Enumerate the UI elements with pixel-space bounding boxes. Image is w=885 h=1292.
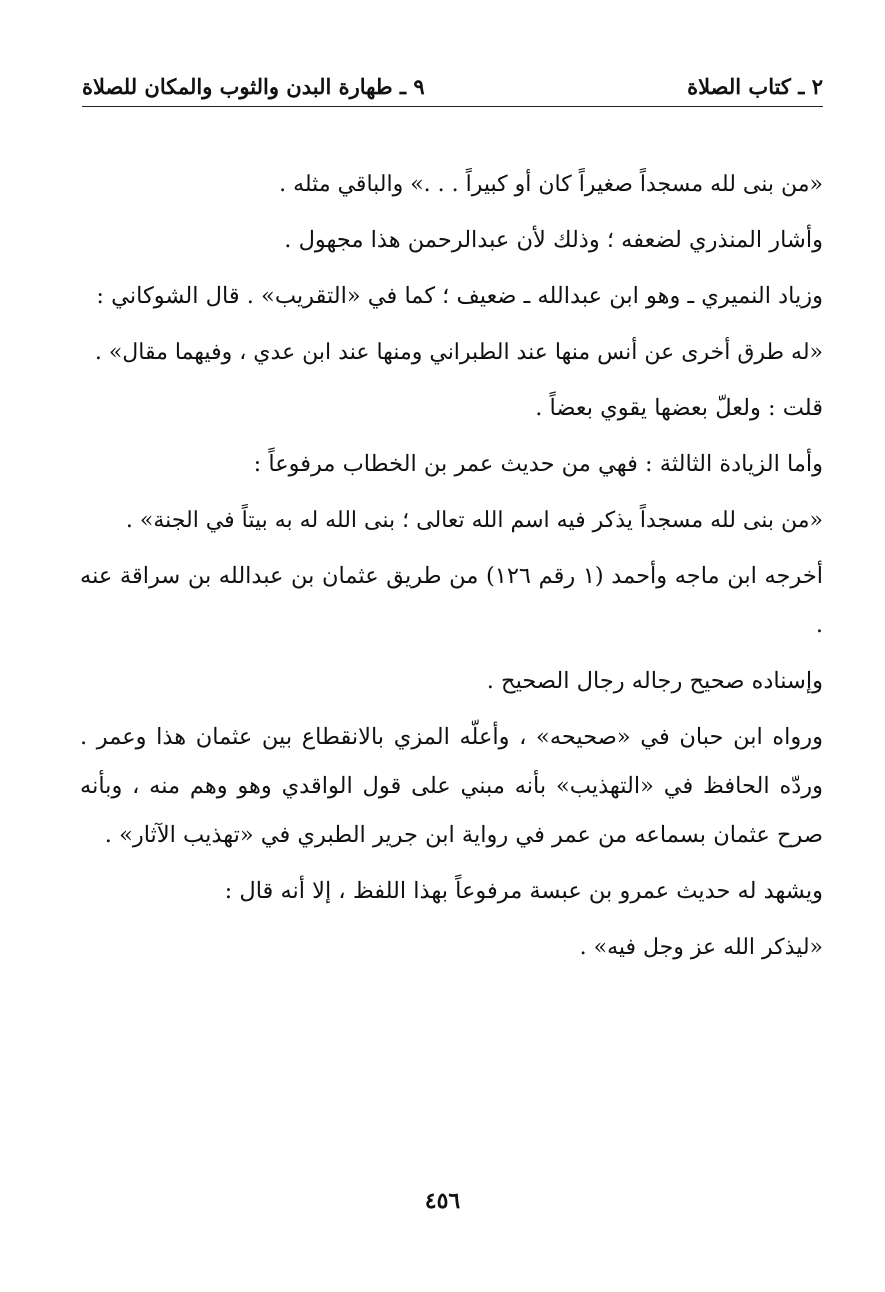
paragraph-3: وزياد النميري ـ وهو ابن عبدالله ـ ضعيف ؛ كما في «التقريب» . قال الشوكاني : (96, 283, 823, 309)
paragraph-2: وأشار المنذري لضعفه ؛ وذلك لأن عبدالرحمن هذا مجهول . (284, 227, 823, 253)
section-title: ٩ ـ طهارة البدن والثوب والمكان للصلاة (82, 73, 425, 99)
page-body (80, 160, 823, 979)
chapter-title: ٢ ـ كتاب الصلاة (687, 73, 823, 99)
paragraph-9: وإسناده صحيح رجاله رجال الصحيح . (486, 668, 823, 694)
paragraph-quote-7: «من بنى لله مسجداً يذكر فيه اسم الله تعالى ؛ بنى الله له به بيتاً في الجنة» . (125, 508, 823, 533)
page-number: ٤٥٦ (424, 1188, 461, 1214)
running-header (82, 66, 823, 107)
paragraph-quote-12: «ليذكر الله عز وجل فيه» . (579, 935, 823, 960)
paragraph-quote-1: «من بنى لله مسجداً صغيراً كان أو كبيراً . . .» والباقي مثله . (279, 172, 823, 197)
paragraph-6: وأما الزيادة الثالثة : فهي من حديث عمر بن الخطاب مرفوعاً : (253, 451, 823, 477)
paragraph-10: ورواه ابن حبان في «صحيحه» ، وأعلّه المزي بالانقطاع بين عثمان هذا وعمر . وردّه الحافظ في «التهذيب» بأنه مبني على قول الواقدي وهو وهم منه ، وبأنه صرح عثمان بسماعه من عمر في رواية ابن جرير الطبري في «تهذيب الآثار» . (80, 724, 823, 848)
paragraph-quote-4: «له طرق أخرى عن أنس منها عند الطبراني ومنها عند ابن عدي ، وفيهما مقال» . (94, 340, 823, 365)
paragraph-8: أخرجه ابن ماجه وأحمد (١ رقم ١٢٦) من طريق عثمان بن عبدالله بن سراقة عنه . (80, 563, 823, 638)
paragraph-5: قلت : ولعلّ بعضها يقوي بعضاً . (535, 395, 823, 421)
paragraph-11: ويشهد له حديث عمرو بن عبسة مرفوعاً بهذا اللفظ ، إلا أنه قال : (224, 878, 823, 904)
